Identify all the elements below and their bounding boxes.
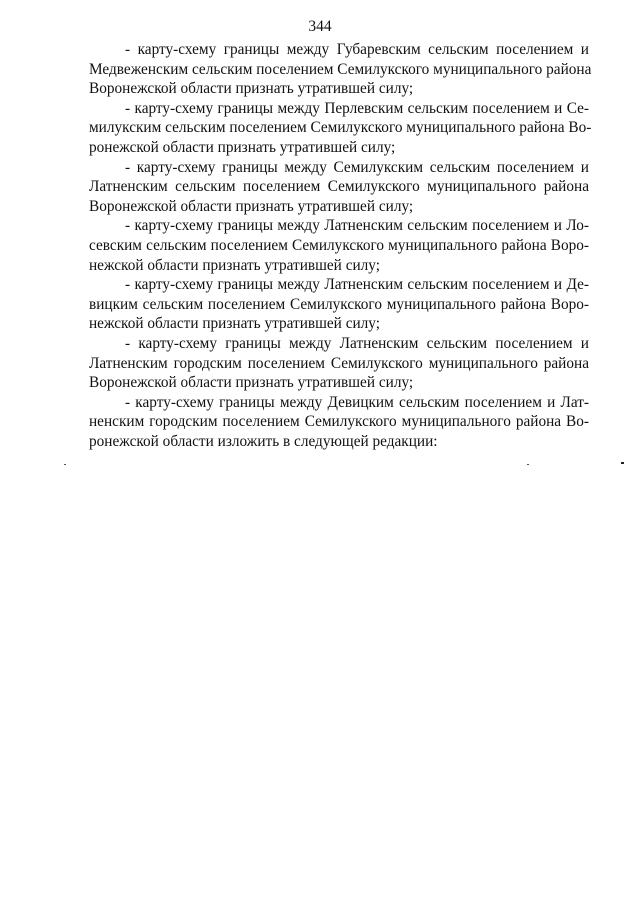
- text-line: ронежской области изложить в следующей редакции:: [89, 432, 438, 450]
- text-line: Воронежской области признать утратившей силу;: [89, 197, 414, 215]
- text-line: нежской области признать утратившей силу;: [89, 256, 380, 274]
- text-line: Воронежской области признать утратившей силу;: [89, 374, 414, 392]
- text-line: вицким сельским поселением Семилукского муниципального района Воро-: [89, 295, 589, 313]
- text-line: ненским городским поселением Семилукского муниципального района Во-: [89, 413, 589, 431]
- text-line: нежской области признать утратившей силу;: [89, 315, 380, 333]
- text-line: Латненским городским поселением Семилукского муниципального района: [89, 354, 589, 372]
- text-line: Воронежской области признать утратившей силу;: [89, 80, 414, 98]
- scan-speck: [621, 462, 624, 464]
- text-line: ронежской области признать утратившей силу;: [89, 138, 396, 156]
- text-line: - карту-схему границы между Семилукским сельским поселением и: [125, 158, 589, 176]
- text-line: - карту-схему границы между Латненским сельским поселением и Ло-: [125, 217, 589, 235]
- text-line: севским сельским поселением Семилукского муниципального района Воро-: [89, 236, 589, 254]
- text-line: - карту-схему границы между Перлевским сельским поселением и Се-: [125, 99, 589, 117]
- scan-speck: [64, 464, 66, 465]
- text-line: - карту-схему границы между Латненским сельским поселением и Де-: [125, 276, 589, 294]
- text-line: - карту-схему границы между Девицким сельским поселением и Лат-: [125, 393, 589, 411]
- text-line: Медвеженским сельским поселением Семилукского муниципального района: [89, 60, 592, 78]
- scan-speck: [527, 464, 529, 465]
- text-line: Латненским сельским поселением Семилукского муниципального района: [89, 178, 589, 196]
- page-number: 344: [308, 18, 332, 35]
- text-line: - карту-схему границы между Губаревским сельским поселением и: [125, 41, 589, 58]
- text-line: милукским сельским поселением Семилукского муниципального района Во-: [89, 119, 592, 137]
- document-body: [89, 40, 592, 451]
- text-line: - карту-схему границы между Латненским сельским поселением и: [125, 334, 589, 352]
